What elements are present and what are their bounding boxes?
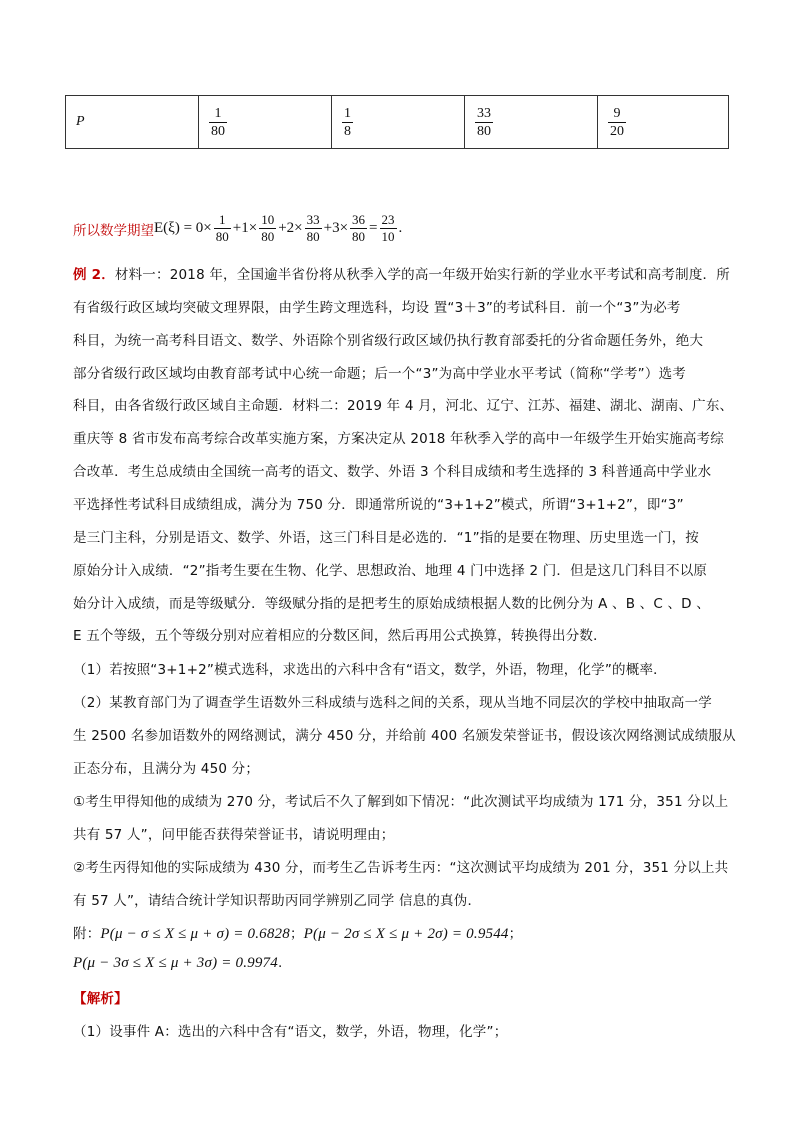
paragraph-line: 有省级行政区域均突破文理界限，由学生跨文理选科，均设 置“3＋3”的考试科目．前一个“3”为必考	[73, 300, 681, 316]
table-cell	[199, 96, 332, 149]
appendix-formula-2: P(μ − 2σ ≤ X ≤ μ + 2σ) = 0.9544	[303, 926, 509, 942]
appendix-line: 附：P(μ − σ ≤ X ≤ μ + σ) = 0.6828；P(μ − 2σ ≤ X ≤ μ + 2σ) = 0.9544；	[73, 926, 523, 942]
question-2-line: 正态分布，且满分为 450 分；	[73, 761, 260, 777]
condition-1-line: ①考生甲得知他的成绩为 270 分，考试后不久了解到如下情况：“此次测试平均成绩为 171 分，351 分以上	[73, 794, 729, 810]
appendix-formula-1: P(μ − σ ≤ X ≤ μ + σ) = 0.6828	[100, 926, 290, 942]
table-row	[66, 96, 729, 149]
paragraph-line: 部分省级行政区域均由教育部考试中心统一命题；后一个“3”为高中学业水平考试（简称“学考”）选考	[73, 366, 686, 382]
fraction: $\frac{33}{80}$	[477, 105, 491, 139]
probability-table	[65, 95, 729, 149]
paragraph-line: 是三门主科，分别是语文、数学、外语，这三门科目是必选的．“1”指的是要在物理、历史里选一门，按	[73, 530, 699, 546]
paragraph-line: 科目，为统一高考科目语文、数学、外语除个别省级行政区域仍执行教育部委托的分省命题任务外，绝大	[73, 333, 704, 349]
appendix-formula-3: P(μ − 3σ ≤ X ≤ μ + 3σ) = 0.9974	[73, 955, 278, 971]
fraction: $\frac{1}{8}$	[344, 105, 351, 139]
fraction: $\frac{10}{80}$	[261, 212, 275, 244]
expectation-formula: 所以数学期望 E(ξ) = 0× $\frac{1}{80}$ +1× $\frac{10}{80}$ +2× $\frac{33}{80}$ +3× $\frac{36}{80}$ = $\frac{23}{10}$ .	[73, 212, 403, 244]
fraction: $\frac{33}{80}$	[306, 212, 320, 244]
expectation-prefix: 所以数学期望	[73, 222, 154, 239]
table-row-label: P	[66, 96, 199, 149]
question-2-line: 生 2500 名参加语数外的网络测试，满分 450 分，并给前 400 名颁发荣誉证书，假设该次网络测试成绩服从	[73, 728, 736, 744]
condition-1-line: 共有 57 人”，问甲能否获得荣誉证书，请说明理由；	[73, 827, 395, 843]
table-cell	[465, 96, 598, 149]
appendix-line: P(μ − 3σ ≤ X ≤ μ + 3σ) = 0.9974.	[73, 955, 283, 971]
fraction: $\frac{1}{80}$	[211, 105, 225, 139]
question-2-line: （2）某教育部门为了调查学生语数外三科成绩与选科之间的关系，现从当地不同层次的学校中抽取高一学	[73, 695, 712, 711]
example-label: 例 2．	[73, 267, 115, 283]
condition-2-line: 有 57 人”，请结合统计学知识帮助丙同学辨别乙同学 信息的真伪．	[73, 893, 482, 909]
solution-line: （1）设事件 A：选出的六科中含有“语文，数学，外语，物理，化学”；	[73, 1024, 508, 1040]
paragraph-line: 科目，由各省级行政区域自主命题．材料二：2019 年 4 月，河北、辽宁、江苏、福建、湖北、湖南、广东、	[73, 398, 734, 414]
paragraph-line: 平选择性考试科目成绩组成，满分为 750 分．即通常所说的“3+1+2”模式，所谓“3+1+2”，即“3”	[73, 497, 684, 513]
fraction: $\frac{23}{10}$	[381, 212, 395, 244]
table-cell	[332, 96, 465, 149]
fraction: $\frac{36}{80}$	[352, 212, 366, 244]
paragraph-line: E 五个等级，五个等级分别对应着相应的分数区间，然后再用公式换算，转换得出分数．	[73, 628, 607, 644]
paragraph-line: 例 2．材料一：2018 年，全国逾半省份将从秋季入学的高一年级开始实行新的学业水平考试和高考制度．所	[73, 267, 730, 283]
fraction: $\frac{9}{20}$	[610, 105, 624, 139]
table-cell	[598, 96, 729, 149]
expectation-lhs: E(ξ) = 0×	[154, 220, 212, 236]
question-1: （1）若按照“3+1+2”模式选科，求选出的六科中含有“语文，数学，外语，物理，化学”的概率．	[73, 662, 667, 678]
paragraph-line: 重庆等 8 省市发布高考综合改革实施方案，方案决定从 2018 年秋季入学的高中一年级学生开始实施高考综	[73, 431, 725, 447]
paragraph-line: 始分计入成绩，而是等级赋分．等级赋分指的是把考生的原始成绩根据人数的比例分为 A 、B 、C 、D 、	[73, 596, 710, 612]
condition-2-line: ②考生丙得知他的实际成绩为 430 分，而考生乙告诉考生丙：“这次测试平均成绩为 201 分，351 分以上共	[73, 860, 729, 876]
paragraph-line: 合改革．考生总成绩由全国统一高考的语文、数学、外语 3 个科目成绩和考生选择的 3 科普通高中学业水	[73, 464, 712, 480]
fraction: $\frac{1}{80}$	[215, 212, 229, 244]
paragraph-line: 原始分计入成绩．“2”指考生要在生物、化学、思想政治、地理 4 门中选择 2 门．但是这几门科目不以原	[73, 563, 708, 579]
solution-label: 【解析】	[73, 991, 128, 1007]
